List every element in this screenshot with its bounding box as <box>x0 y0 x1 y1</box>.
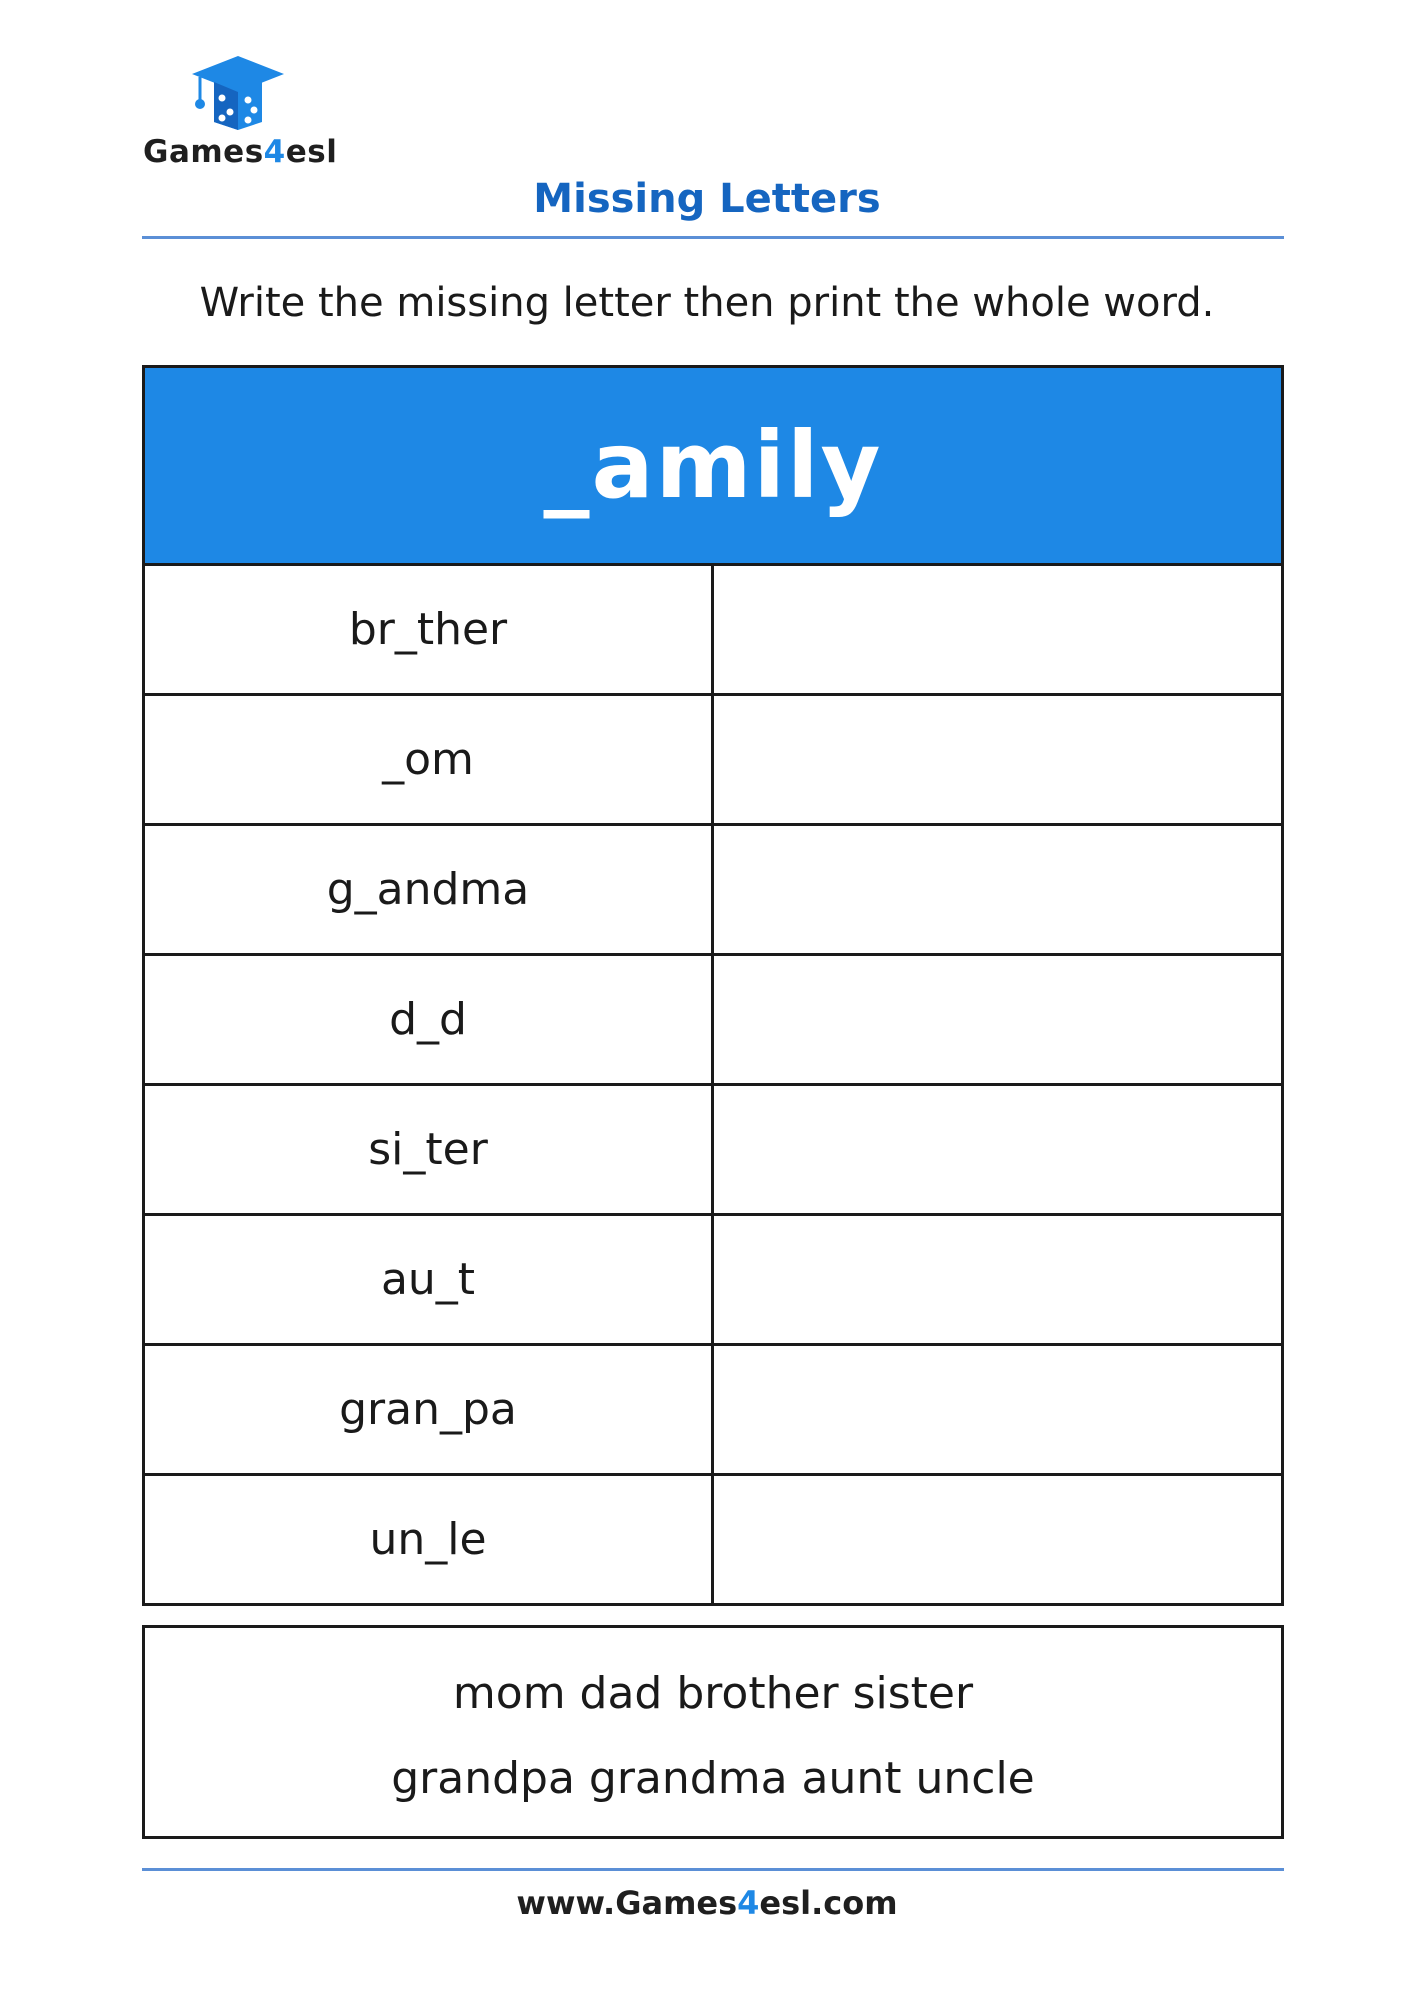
table-row <box>145 1086 1281 1216</box>
table-row <box>145 1476 1281 1603</box>
word-bank-line-2: grandpa grandma aunt uncle <box>391 1753 1035 1804</box>
answer-cell[interactable] <box>714 1086 1281 1213</box>
games4esl-logo <box>140 52 340 182</box>
word-cell: un_le <box>145 1476 714 1603</box>
word-cell: d_d <box>145 956 714 1083</box>
answer-cell[interactable] <box>714 956 1281 1083</box>
table-row <box>145 1216 1281 1346</box>
answer-cell[interactable] <box>714 1476 1281 1603</box>
word-cell: au_t <box>145 1216 714 1343</box>
word-cell: br_ther <box>145 566 714 693</box>
table-row <box>145 566 1281 696</box>
table-row <box>145 956 1281 1086</box>
table-header: _amily <box>145 368 1281 566</box>
header-divider <box>142 236 1284 239</box>
answer-cell[interactable] <box>714 1346 1281 1473</box>
answer-cell[interactable] <box>714 826 1281 953</box>
instruction-text: Write the missing letter then print the whole word. <box>199 280 1215 326</box>
word-cell: g_andma <box>145 826 714 953</box>
answer-cell[interactable] <box>714 566 1281 693</box>
answer-cell[interactable] <box>714 696 1281 823</box>
table-row <box>145 826 1281 956</box>
word-bank-line-1: mom dad brother sister <box>452 1668 974 1719</box>
word-cell: _om <box>145 696 714 823</box>
footer-divider <box>142 1868 1284 1871</box>
answer-cell[interactable] <box>714 1216 1281 1343</box>
logo-wordmark: Games4esl <box>143 134 338 170</box>
table-row <box>145 696 1281 826</box>
missing-letters-table <box>142 365 1284 1606</box>
page-title: Missing Letters <box>533 176 881 222</box>
table-row <box>145 1346 1281 1476</box>
word-cell: si_ter <box>145 1086 714 1213</box>
word-bank <box>142 1625 1284 1839</box>
footer-url: www.Games4esl.com <box>516 1884 898 1922</box>
word-cell: gran_pa <box>145 1346 714 1473</box>
dice-mortarboard-icon <box>190 52 286 130</box>
